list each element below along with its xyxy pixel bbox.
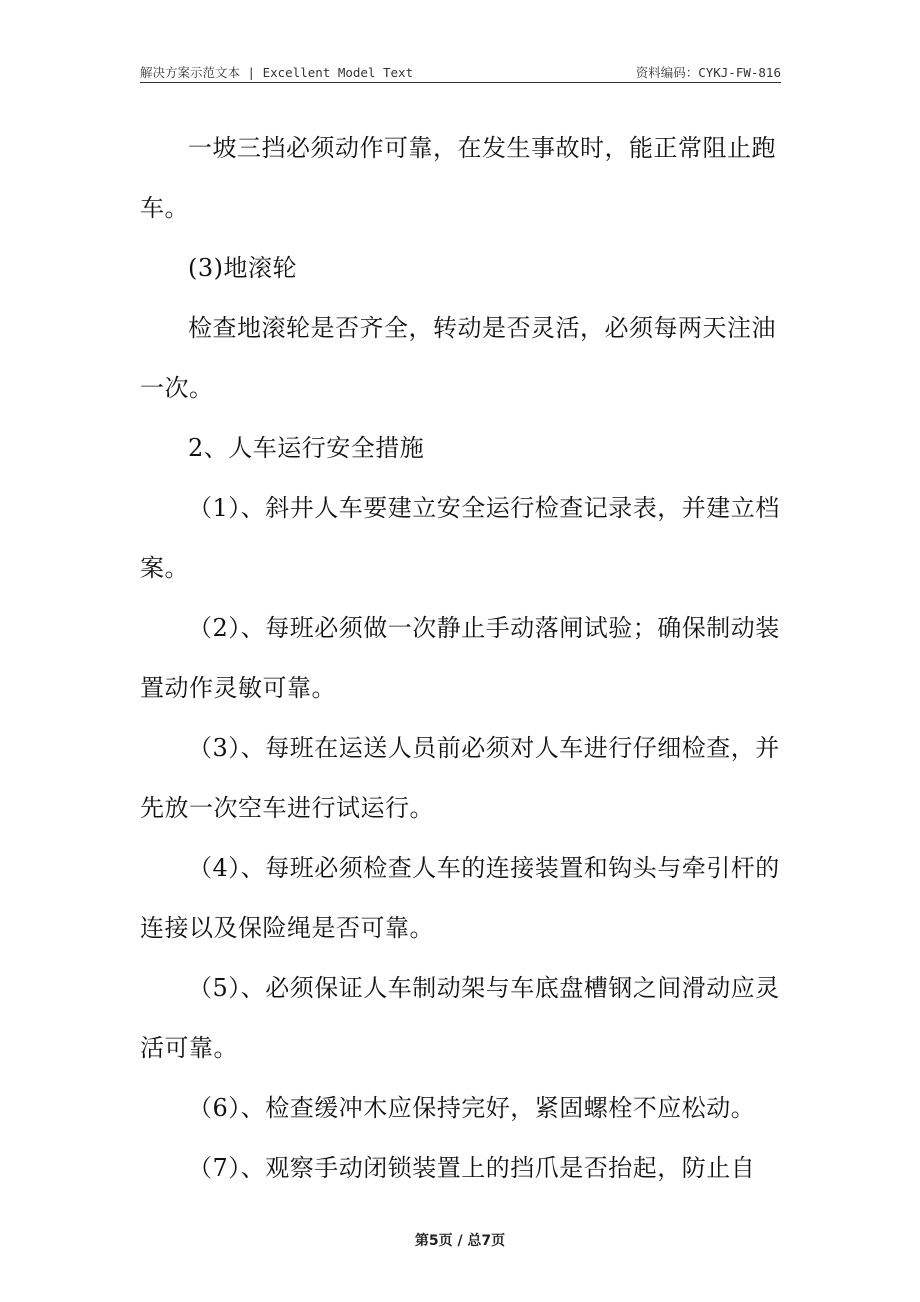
paragraph: 检查地滚轮是否齐全，转动是否灵活，必须每两天注油一次。 [140, 314, 776, 402]
list-item: （3）、每班在运送人员前必须对人车进行仔细检查，并先放一次空车进行试运行。 [140, 734, 780, 822]
section-heading: (3)地滚轮 [188, 254, 297, 282]
list-item: （1）、斜井人车要建立安全运行检查记录表，并建立档案。 [140, 494, 780, 582]
header-title: 解决方案示范文本 | Excellent Model Text [140, 65, 414, 80]
page-number: 第5页 / 总7页 [414, 1233, 506, 1249]
list-item: （6）、检查缓冲木应保持完好，紧固螺栓不应松动。 [188, 1094, 756, 1122]
document-body [140, 118, 790, 1198]
list-item: （2）、每班必须做一次静止手动落闸试验；确保制动装置动作灵敏可靠。 [140, 614, 780, 702]
paragraph: 一坡三挡必须动作可靠，在发生事故时，能正常阻止跑车。 [140, 134, 776, 222]
list-item: （5）、必须保证人车制动架与车底盘槽钢之间滑动应灵活可靠。 [140, 974, 780, 1062]
list-item: （7）、观察手动闭锁装置上的挡爪是否抬起，防止自 [188, 1154, 756, 1182]
document-code: 资料编码：CYKJ-FW-816 [635, 65, 781, 80]
page-header [140, 60, 781, 83]
section-heading: 2、人车运行安全措施 [188, 434, 425, 462]
list-item: （4）、每班必须检查人车的连接装置和钩头与牵引杆的连接以及保险绳是否可靠。 [140, 854, 780, 942]
